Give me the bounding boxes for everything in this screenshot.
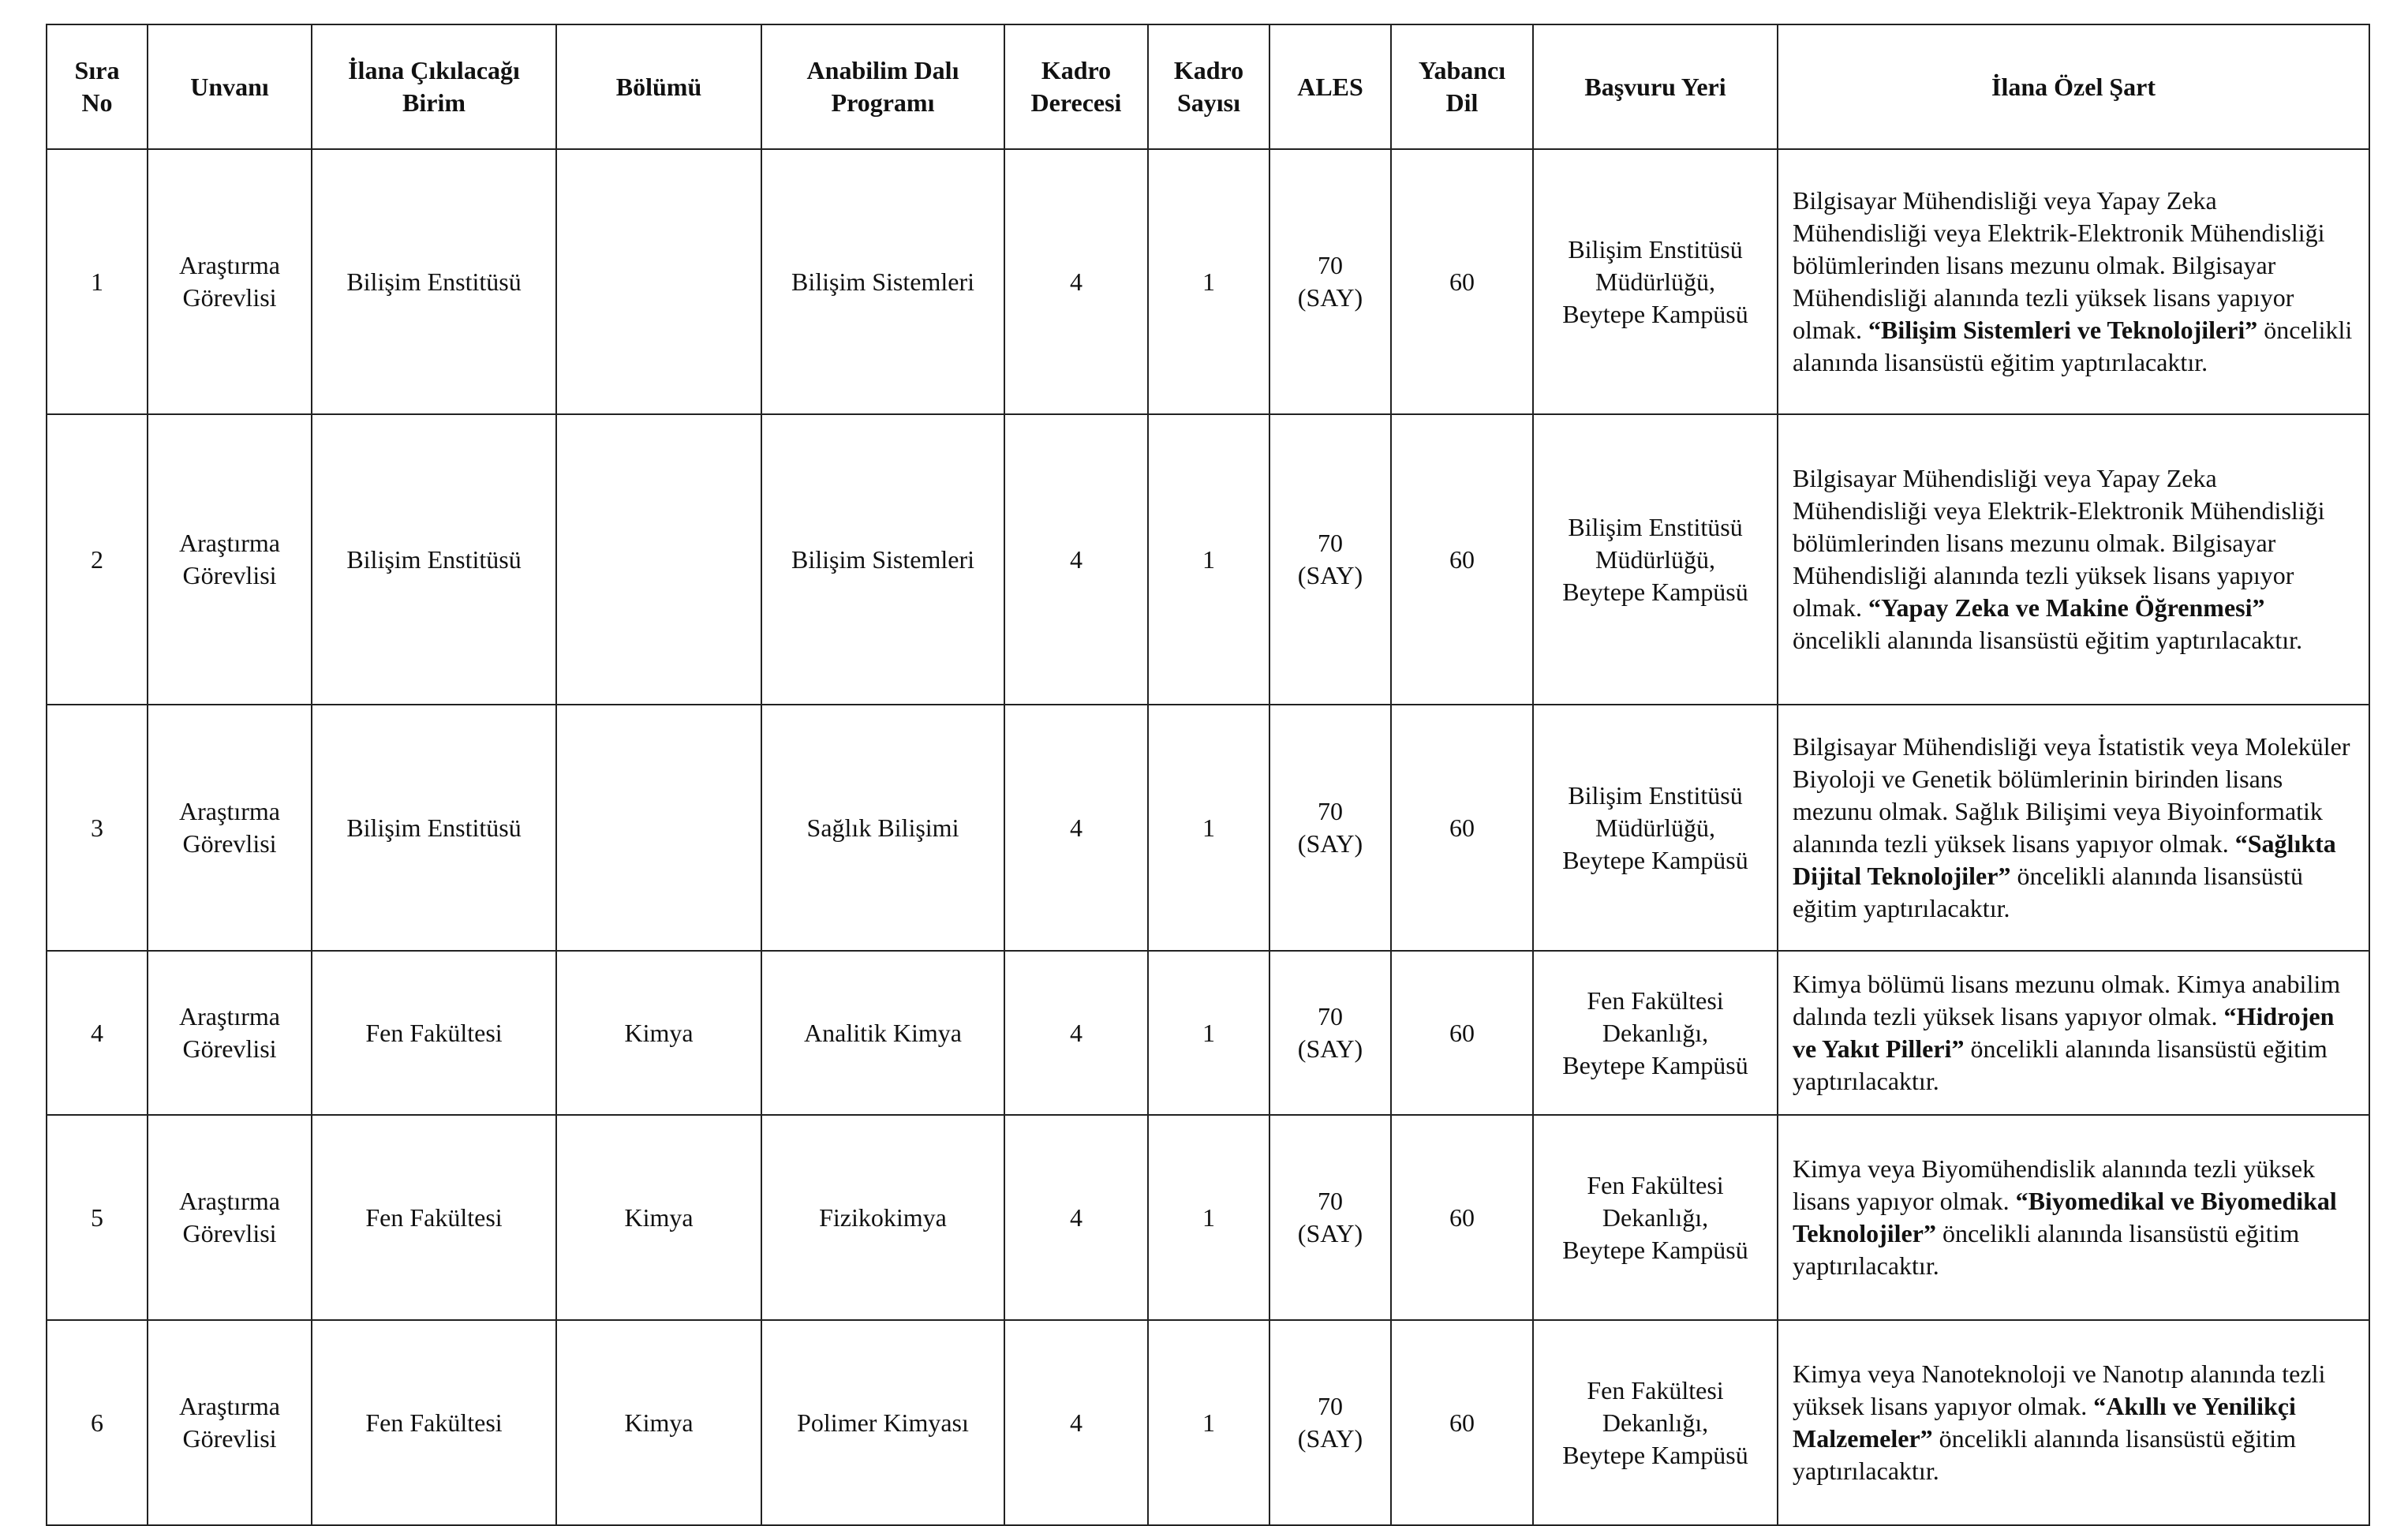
table-row — [47, 705, 2369, 951]
cell-ales: 70 (SAY) — [1269, 414, 1391, 705]
cell-no: 4 — [47, 951, 148, 1115]
cell-bolum: Kimya — [556, 1320, 761, 1525]
table-row — [47, 951, 2369, 1115]
cell-unvan: Araştırma Görevlisi — [148, 414, 312, 705]
cell-program: Fizikokimya — [761, 1115, 1004, 1320]
cell-basvuru-yeri: Fen Fakültesi Dekanlığı, Beytepe Kampüsü — [1533, 951, 1778, 1115]
header-ales: ALES — [1269, 24, 1391, 149]
cell-ozel-sart: Kimya veya Biyomühendislik alanında tezli yüksek lisans yapıyor olmak. “Biyomedikal ve Biyomedikal Teknolojiler” öncelikli alanında lisansüstü eğitim yaptırılacaktır. — [1778, 1115, 2369, 1320]
header-unvan: Unvanı — [148, 24, 312, 149]
cell-kadro-sayisi: 1 — [1148, 1320, 1269, 1525]
cell-ozel-sart: Bilgisayar Mühendisliği veya Yapay Zeka Mühendisliği veya Elektrik-Elektronik Mühendisliği bölümlerinden lisans mezunu olmak. Bilgisayar Mühendisliği alanında tezli yüksek lisans yapıyor olmak. “Yapay Zeka ve Makine Öğrenmesi” öncelikli alanında lisansüstü eğitim yaptırılacaktır. — [1778, 414, 2369, 705]
cell-program: Bilişim Sistemleri — [761, 414, 1004, 705]
cell-basvuru-yeri: Bilişim Enstitüsü Müdürlüğü, Beytepe Kampüsü — [1533, 705, 1778, 951]
cell-kadro-sayisi: 1 — [1148, 1115, 1269, 1320]
cell-ales: 70 (SAY) — [1269, 149, 1391, 414]
cell-unvan: Araştırma Görevlisi — [148, 149, 312, 414]
table-row — [47, 1115, 2369, 1320]
cell-birim: Fen Fakültesi — [312, 951, 556, 1115]
cell-bolum — [556, 414, 761, 705]
cell-birim: Bilişim Enstitüsü — [312, 149, 556, 414]
cell-ozel-sart: Kimya bölümü lisans mezunu olmak. Kimya anabilim dalında tezli yüksek lisans yapıyor olmak. “Hidrojen ve Yakıt Pilleri” öncelikli alanında lisansüstü eğitim yaptırılacaktır. — [1778, 951, 2369, 1115]
cell-yabanci-dil: 60 — [1391, 1320, 1533, 1525]
cell-no: 5 — [47, 1115, 148, 1320]
cell-yabanci-dil: 60 — [1391, 414, 1533, 705]
cell-program: Analitik Kimya — [761, 951, 1004, 1115]
cell-birim: Bilişim Enstitüsü — [312, 705, 556, 951]
cell-ozel-sart: Kimya veya Nanoteknoloji ve Nanotıp alanında tezli yüksek lisans yapıyor olmak. “Akıllı ve Yenilikçi Malzemeler” öncelikli alanında lisansüstü eğitim yaptırılacaktır. — [1778, 1320, 2369, 1525]
cell-yabanci-dil: 60 — [1391, 705, 1533, 951]
cell-program: Sağlık Bilişimi — [761, 705, 1004, 951]
cell-ales: 70 (SAY) — [1269, 705, 1391, 951]
cell-kadro-derecesi: 4 — [1004, 149, 1148, 414]
positions-table — [46, 24, 2370, 1526]
cell-no: 3 — [47, 705, 148, 951]
header-bolum: Bölümü — [556, 24, 761, 149]
cell-ozel-sart: Bilgisayar Mühendisliği veya Yapay Zeka Mühendisliği veya Elektrik-Elektronik Mühendisliği bölümlerinden lisans mezunu olmak. Bilgisayar Mühendisliği alanında tezli yüksek lisans yapıyor olmak. “Bilişim Sistemleri ve Teknolojileri” öncelikli alanında lisansüstü eğitim yaptırılacaktır. — [1778, 149, 2369, 414]
cell-unvan: Araştırma Görevlisi — [148, 1320, 312, 1525]
cell-birim: Bilişim Enstitüsü — [312, 414, 556, 705]
cell-basvuru-yeri: Bilişim Enstitüsü Müdürlüğü, Beytepe Kampüsü — [1533, 149, 1778, 414]
cell-kadro-derecesi: 4 — [1004, 414, 1148, 705]
cell-kadro-sayisi: 1 — [1148, 705, 1269, 951]
cell-no: 2 — [47, 414, 148, 705]
cell-yabanci-dil: 60 — [1391, 951, 1533, 1115]
header-sira: Sıra No — [47, 24, 148, 149]
header-kadro-sayisi: Kadro Sayısı — [1148, 24, 1269, 149]
cell-basvuru-yeri: Bilişim Enstitüsü Müdürlüğü, Beytepe Kampüsü — [1533, 414, 1778, 705]
table-row — [47, 414, 2369, 705]
cell-no: 6 — [47, 1320, 148, 1525]
header-program: Anabilim Dalı Programı — [761, 24, 1004, 149]
header-birim: İlana Çıkılacağı Birim — [312, 24, 556, 149]
cell-kadro-derecesi: 4 — [1004, 1115, 1148, 1320]
cell-unvan: Araştırma Görevlisi — [148, 1115, 312, 1320]
cell-no: 1 — [47, 149, 148, 414]
cell-kadro-sayisi: 1 — [1148, 951, 1269, 1115]
cell-kadro-derecesi: 4 — [1004, 705, 1148, 951]
cell-ales: 70 (SAY) — [1269, 951, 1391, 1115]
cell-kadro-derecesi: 4 — [1004, 1320, 1148, 1525]
cell-bolum: Kimya — [556, 1115, 761, 1320]
cell-birim: Fen Fakültesi — [312, 1115, 556, 1320]
cell-program: Polimer Kimyası — [761, 1320, 1004, 1525]
cell-bolum: Kimya — [556, 951, 761, 1115]
cell-birim: Fen Fakültesi — [312, 1320, 556, 1525]
cell-kadro-sayisi: 1 — [1148, 149, 1269, 414]
cell-unvan: Araştırma Görevlisi — [148, 705, 312, 951]
cell-bolum — [556, 149, 761, 414]
cell-bolum — [556, 705, 761, 951]
header-yabanci-dil: Yabancı Dil — [1391, 24, 1533, 149]
cell-kadro-sayisi: 1 — [1148, 414, 1269, 705]
cell-ozel-sart: Bilgisayar Mühendisliği veya İstatistik veya Moleküler Biyoloji ve Genetik bölümlerinin birinden lisans mezunu olmak. Sağlık Bilişimi veya Biyoinformatik alanında tezli yüksek lisans yapıyor olmak. “Sağlıkta Dijital Teknolojiler” öncelikli alanında lisansüstü eğitim yaptırılacaktır. — [1778, 705, 2369, 951]
table-row — [47, 1320, 2369, 1525]
table-row — [47, 149, 2369, 414]
header-kadro-derecesi: Kadro Derecesi — [1004, 24, 1148, 149]
cell-yabanci-dil: 60 — [1391, 1115, 1533, 1320]
cell-program: Bilişim Sistemleri — [761, 149, 1004, 414]
cell-unvan: Araştırma Görevlisi — [148, 951, 312, 1115]
header-basvuru-yeri: Başvuru Yeri — [1533, 24, 1778, 149]
cell-kadro-derecesi: 4 — [1004, 951, 1148, 1115]
cell-basvuru-yeri: Fen Fakültesi Dekanlığı, Beytepe Kampüsü — [1533, 1320, 1778, 1525]
header-row — [47, 24, 2369, 149]
cell-ales: 70 (SAY) — [1269, 1115, 1391, 1320]
cell-yabanci-dil: 60 — [1391, 149, 1533, 414]
header-ozel-sart: İlana Özel Şart — [1778, 24, 2369, 149]
cell-basvuru-yeri: Fen Fakültesi Dekanlığı, Beytepe Kampüsü — [1533, 1115, 1778, 1320]
cell-ales: 70 (SAY) — [1269, 1320, 1391, 1525]
